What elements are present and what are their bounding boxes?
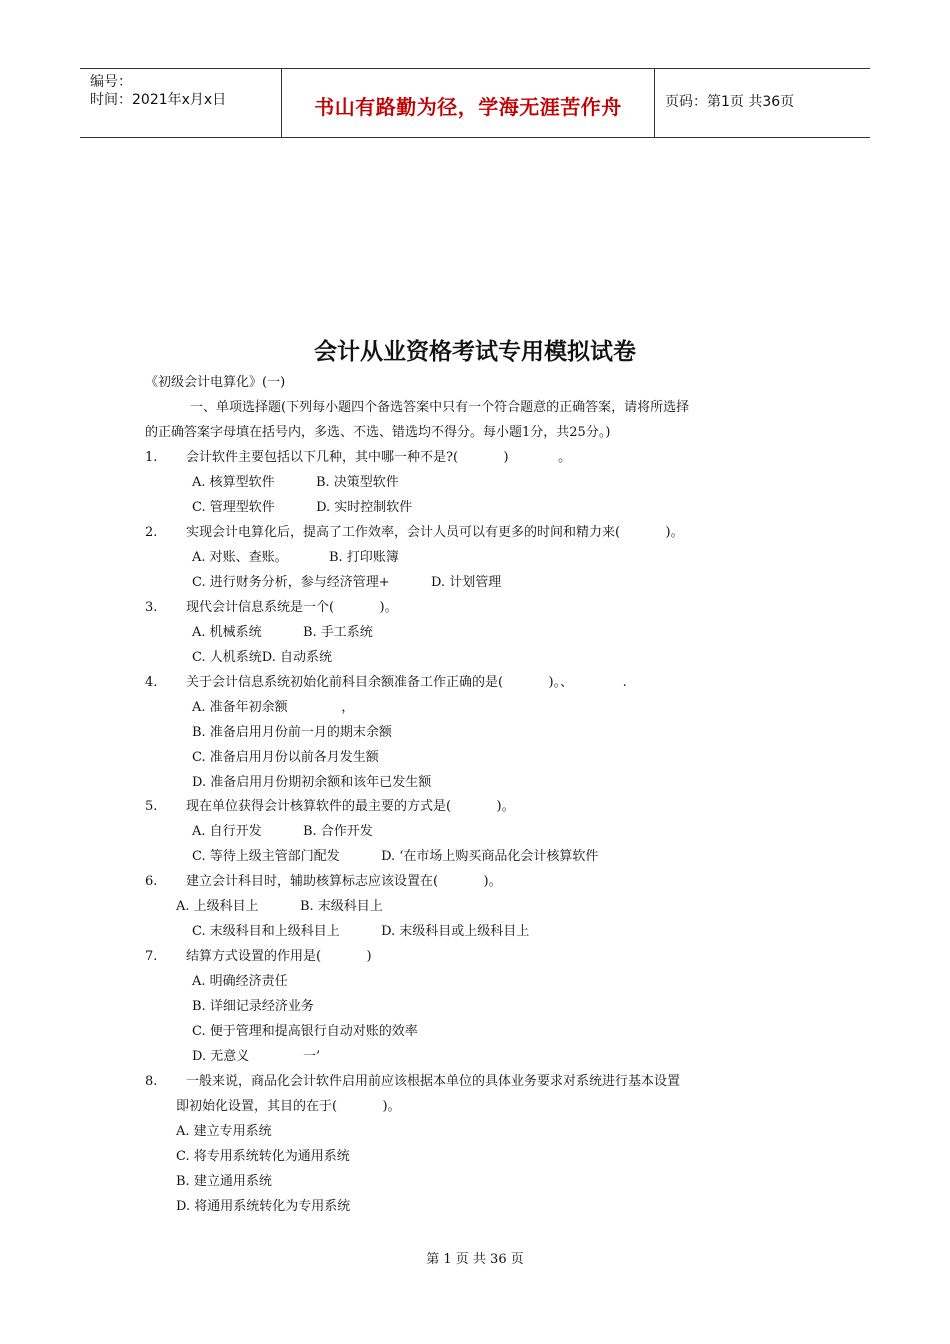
question-text: 现在单位获得会计核算软件的最主要的方式是( )。 <box>186 799 515 814</box>
answer-option: D. 准备启用月份期初余额和该年已发生额 <box>192 775 432 790</box>
question-text: 结算方式设置的作用是( ) <box>186 949 372 964</box>
question-text: 现代会计信息系统是一个( )。 <box>186 600 398 615</box>
answer-option: B. 建立通用系统 <box>176 1174 272 1189</box>
answer-options: C. 进行财务分析，参与经济管理+ D. 计划管理 <box>192 575 502 590</box>
answer-options: A. 机械系统 B. 手工系统 <box>192 625 373 640</box>
header-left-cell <box>80 69 282 137</box>
answer-option: C. 准备启用月份以前各月发生额 <box>192 750 379 765</box>
exam-subtitle: 《初级会计电算化》(一) <box>145 375 286 390</box>
document-number-label: 编号： <box>90 74 132 90</box>
question-number: 2. <box>145 525 158 540</box>
answer-options: C. 人机系统D. 自动系统 <box>192 650 332 665</box>
header-right-cell <box>655 69 870 137</box>
answer-option: C. 便于管理和提高银行自动对账的效率 <box>192 1024 418 1039</box>
page-header <box>80 68 870 138</box>
answer-options: C. 末级科目和上级科目上 D. 末级科目或上级科目上 <box>192 924 530 939</box>
question-text: 建立会计科目时，辅助核算标志应该设置在( )。 <box>186 874 502 889</box>
answer-option: D. 将通用系统转化为专用系统 <box>176 1199 351 1214</box>
exam-title: 会计从业资格考试专用模拟试卷 <box>314 339 636 365</box>
header-center-cell <box>282 69 655 137</box>
question-text: 一般来说，商品化会计软件启用前应该根据本单位的具体业务要求对系统进行基本设置 <box>186 1074 681 1089</box>
header-page-info: 页码：第1页 共36页 <box>665 94 795 110</box>
question-text: 实现会计电算化后，提高了工作效率，会计人员可以有更多的时间和精力来( )。 <box>186 525 684 540</box>
question-number: 4. <box>145 675 158 690</box>
question-number: 6. <box>145 874 158 889</box>
question-number: 7. <box>145 949 158 964</box>
section-instruction-line-1: 一、单项选择题(下列每小题四个备选答案中只有一个符合题意的正确答案，请将所选择 <box>190 400 690 415</box>
answer-options: A. 对账、查账。 B. 打印账簿 <box>192 550 399 565</box>
header-motto: 书山有路勤为径，学海无涯苦作舟 <box>314 95 622 119</box>
document-time-label: 时间：2021年x月x日 <box>90 92 227 108</box>
answer-option: B. 准备启用月份前一月的期末余额 <box>192 725 392 740</box>
answer-option: A. 准备年初余额 ， <box>192 700 355 715</box>
answer-option: D. 无意义 一’ <box>192 1049 321 1064</box>
answer-option: C. 将专用系统转化为通用系统 <box>176 1149 350 1164</box>
question-number: 5. <box>145 799 158 814</box>
question-text: 关于会计信息系统初始化前科目余额准备工作正确的是( )。、 . <box>186 675 627 690</box>
answer-options: C. 管理型软件 D. 实时控制软件 <box>192 500 413 515</box>
question-number: 1. <box>145 450 158 465</box>
answer-option: A. 明确经济责任 <box>192 974 288 989</box>
section-instruction-line-2: 的正确答案字母填在括号内，多选、不选、错选均不得分。每小题1分，共25分。) <box>145 425 611 440</box>
answer-option: B. 详细记录经济业务 <box>192 999 314 1014</box>
answer-options: A. 核算型软件 B. 决策型软件 <box>192 475 399 490</box>
question-number: 8. <box>145 1074 158 1089</box>
answer-option: A. 建立专用系统 <box>176 1124 272 1139</box>
page-footer: 第 1 页 共 36 页 <box>426 1252 524 1267</box>
answer-options: A. 上级科目上 B. 末级科目上 <box>176 899 383 914</box>
answer-options: C. 等待上级主管部门配发 D. ‘在市场上购买商品化会计核算软件 <box>192 849 599 864</box>
question-text: 会计软件主要包括以下几种，其中哪一种不是?( ) 。 <box>186 450 572 465</box>
question-text-continued: 即初始化设置，其目的在于( )。 <box>176 1099 401 1114</box>
answer-options: A. 自行开发 B. 合作开发 <box>192 824 373 839</box>
question-number: 3. <box>145 600 158 615</box>
